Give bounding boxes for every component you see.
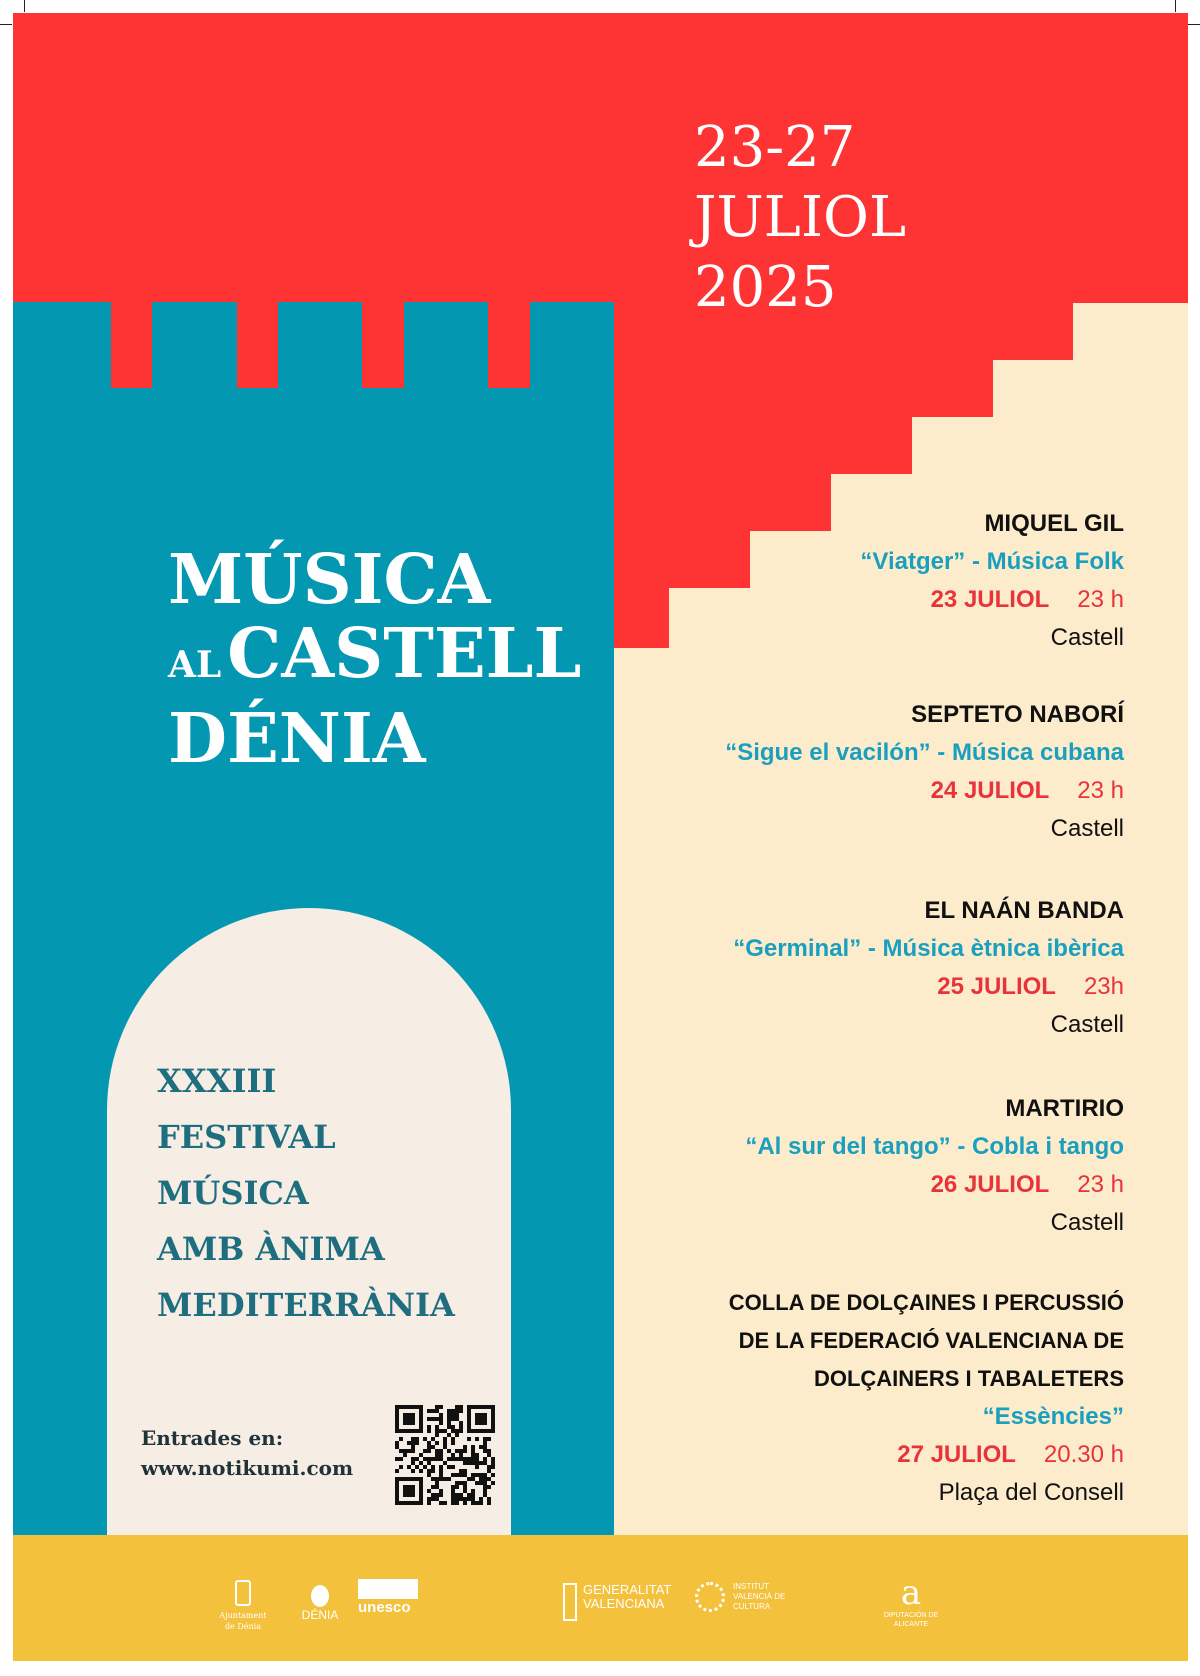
festival-line: XXXIII xyxy=(157,1062,277,1100)
ajuntament-label: Ajuntament de Dénia xyxy=(219,1611,267,1631)
artist-name: MARTIRIO xyxy=(1005,1095,1124,1122)
festival-line: FESTIVAL xyxy=(157,1118,336,1156)
concert-item xyxy=(860,505,1124,657)
stair-step xyxy=(614,416,912,474)
title-line: DÉNIA xyxy=(168,699,426,779)
stair-step xyxy=(614,359,993,417)
festival-line: MÚSICA xyxy=(157,1174,309,1212)
crenel xyxy=(111,301,152,388)
title-al: AL xyxy=(168,644,222,686)
poster xyxy=(13,13,1188,1661)
date-range: 23-27 xyxy=(694,115,856,180)
concert-venue: Castell xyxy=(1050,624,1124,651)
title-line: MÚSICA xyxy=(168,540,491,620)
crop-mark xyxy=(0,24,12,25)
denia-logo xyxy=(300,1585,340,1621)
concert-date: 23 JULIOL xyxy=(930,586,1050,613)
shield-icon xyxy=(563,1583,577,1621)
coat-of-arms-icon xyxy=(235,1580,251,1606)
diputacion-label: DIPUTACIÓN DE ALICANTE xyxy=(883,1612,939,1628)
concert-item xyxy=(729,1284,1124,1512)
sponsor-footer xyxy=(13,1535,1188,1661)
concert-time: 23 h xyxy=(1077,1171,1124,1198)
a-mark-icon: a xyxy=(900,1573,922,1613)
temple-icon xyxy=(358,1579,418,1599)
artist-name: EL NAÁN BANDA xyxy=(924,897,1124,924)
concert-subtitle: “Viatger” - Música Folk xyxy=(860,548,1124,575)
stair-step xyxy=(614,530,750,588)
diputacion-logo xyxy=(883,1575,939,1629)
concert-venue: Castell xyxy=(1050,1011,1124,1038)
date-year: 2025 xyxy=(694,255,837,320)
concert-date: 24 JULIOL xyxy=(930,777,1050,804)
concert-time: 23 h xyxy=(1077,777,1124,804)
qr-code[interactable] xyxy=(395,1405,495,1505)
denia-label: DÉNIA xyxy=(301,1608,339,1622)
red-band xyxy=(13,13,1188,303)
crop-mark xyxy=(1175,0,1176,12)
ivc-logo xyxy=(695,1582,805,1612)
crenel xyxy=(488,301,530,388)
leaf-icon xyxy=(311,1585,329,1607)
concert-time: 20.30 h xyxy=(1043,1441,1124,1468)
stair-step xyxy=(614,473,831,531)
concert-date: 26 JULIOL xyxy=(930,1171,1050,1198)
artist-name: SEPTETO NABORÍ xyxy=(911,701,1124,728)
concert-time: 23 h xyxy=(1077,586,1124,613)
unesco-logo xyxy=(358,1579,418,1616)
concert-date: 27 JULIOL xyxy=(897,1441,1016,1468)
concert-item xyxy=(733,892,1124,1044)
concert-venue: Castell xyxy=(1050,1209,1124,1236)
ivc-emblem-icon xyxy=(695,1582,725,1612)
artist-name: MIQUEL GIL xyxy=(984,510,1124,537)
generalitat-label: GENERALITAT VALENCIANA xyxy=(583,1582,672,1611)
festival-dates xyxy=(694,113,906,323)
artist-name: COLLA DE DOLÇAINES I PERCUSSIÓ xyxy=(728,1290,1124,1315)
concert-venue: Castell xyxy=(1050,815,1124,842)
date-month: JULIOL xyxy=(694,185,907,250)
concert-subtitle: “Sigue el vacilón” - Música cubana xyxy=(725,739,1124,766)
concert-subtitle: “Germinal” - Música ètnica ibèrica xyxy=(733,935,1124,962)
stair-step xyxy=(614,587,669,648)
artist-name: DOLÇAINERS I TABALETERS xyxy=(813,1366,1124,1391)
concert-item xyxy=(725,696,1124,848)
ajuntament-logo xyxy=(218,1580,268,1632)
concert-time: 23h xyxy=(1083,973,1124,1000)
crenel xyxy=(362,301,404,388)
crop-mark xyxy=(24,0,25,12)
crop-mark xyxy=(1188,24,1200,25)
tickets-label: Entrades en: xyxy=(141,1426,284,1450)
concert-date: 25 JULIOL xyxy=(937,973,1056,1000)
tickets-link[interactable]: www.notikumi.com xyxy=(141,1456,354,1480)
artist-name: DE LA FEDERACIÓ VALENCIANA DE xyxy=(738,1328,1124,1353)
concert-venue: Plaça del Consell xyxy=(938,1479,1124,1506)
concert-subtitle: “Essències” xyxy=(982,1403,1124,1430)
concert-item xyxy=(745,1090,1124,1242)
unesco-label: unesco xyxy=(358,1599,411,1616)
festival-line: MEDITERRÀNIA xyxy=(157,1286,455,1324)
festival-name xyxy=(157,1053,455,1333)
festival-line: AMB ÀNIMA xyxy=(157,1230,385,1268)
poster-title xyxy=(168,540,582,779)
generalitat-logo xyxy=(563,1583,693,1611)
concert-subtitle: “Al sur del tango” - Cobla i tango xyxy=(745,1133,1124,1160)
tickets-info xyxy=(141,1423,353,1483)
title-line: CASTELL xyxy=(227,614,582,694)
crenel xyxy=(237,301,278,388)
ivc-label: INSTITUT VALENCIÀ DE CULTURA xyxy=(733,1582,786,1611)
